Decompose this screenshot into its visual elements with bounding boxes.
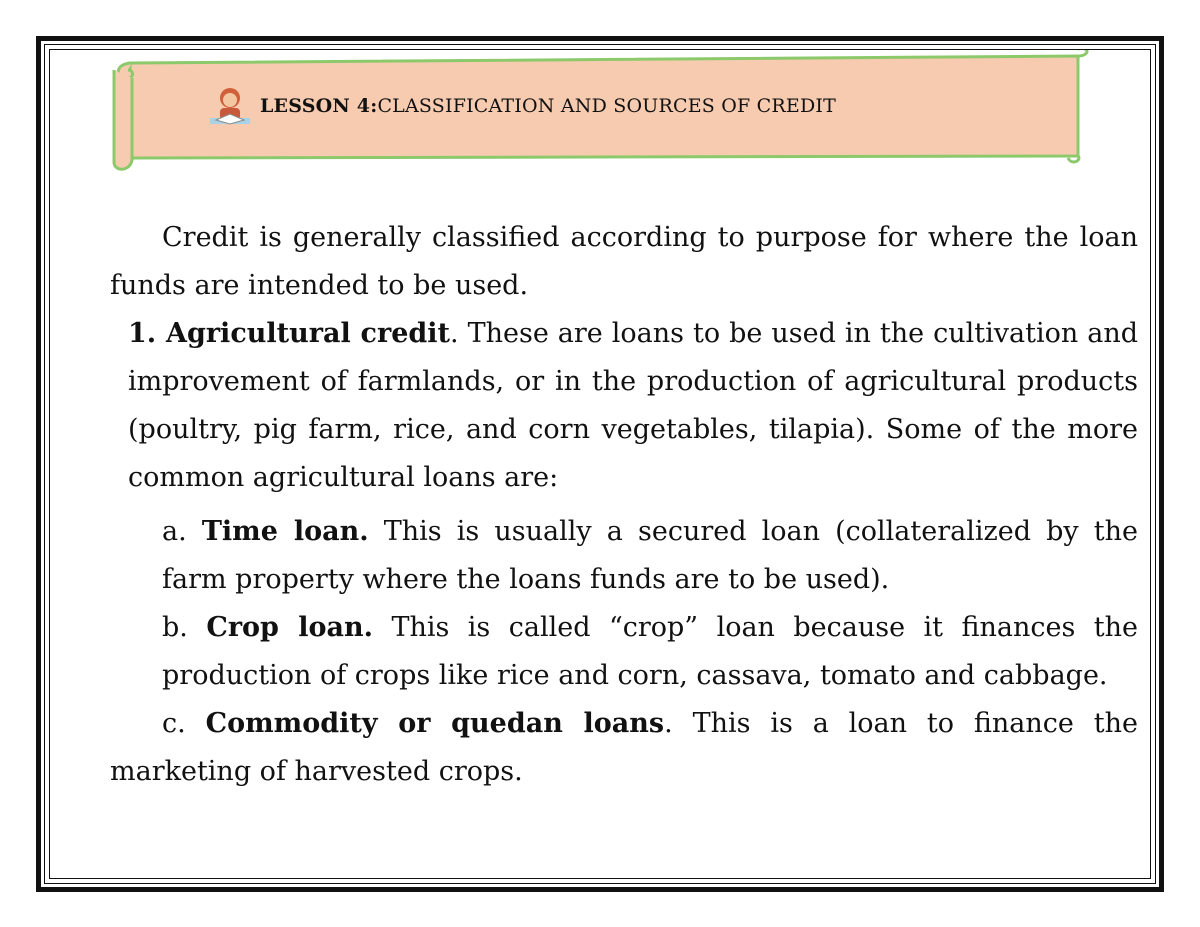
item-agricultural-credit (110, 310, 1138, 502)
subitem-letter: a. (162, 516, 202, 547)
lesson-body (110, 214, 1138, 796)
subitem-commodity-loan (110, 700, 1138, 796)
item-agricultural-credit-text: . These are loans to be used in the cultivation and improvement of farmlands, or in the production of agricultural products (poultry, pig farm, rice, and corn vegetables, tilapia). Some of the more common agricultural loans are: (128, 318, 1138, 493)
reader-icon (208, 84, 252, 128)
subitem-letter: c. (162, 708, 206, 739)
lesson-title (150, 76, 1050, 136)
subitem-crop-loan (110, 604, 1138, 700)
subitem-crop-loan-label: Crop loan. (206, 612, 373, 643)
subitem-letter: b. (162, 612, 207, 643)
subitem-commodity-loan-text: . This is a loan to finance the marketing of harvested crops. (110, 708, 1138, 787)
intro-paragraph: Credit is generally classified according to purpose for where the loan funds are intended to be used. (110, 222, 1138, 301)
subitem-crop-loan-text: This is called “crop” loan because it finances the production of crops like rice and corn, cassava, tomato and cabbage. (162, 612, 1138, 691)
subitem-time-loan-text: This is usually a secured loan (collateralized by the farm property where the loans funds are to be used). (162, 516, 1138, 595)
subitem-time-loan (110, 508, 1138, 604)
item-agricultural-credit-label: 1. Agricultural credit (128, 318, 450, 349)
lesson-title-text: CLASSIFICATION AND SOURCES OF CREDIT (377, 95, 836, 117)
lesson-title-prefix: LESSON 4: (260, 95, 378, 117)
subitem-commodity-loan-label: Commodity or quedan loans (205, 708, 665, 739)
subitem-time-loan-label: Time loan. (201, 516, 369, 547)
